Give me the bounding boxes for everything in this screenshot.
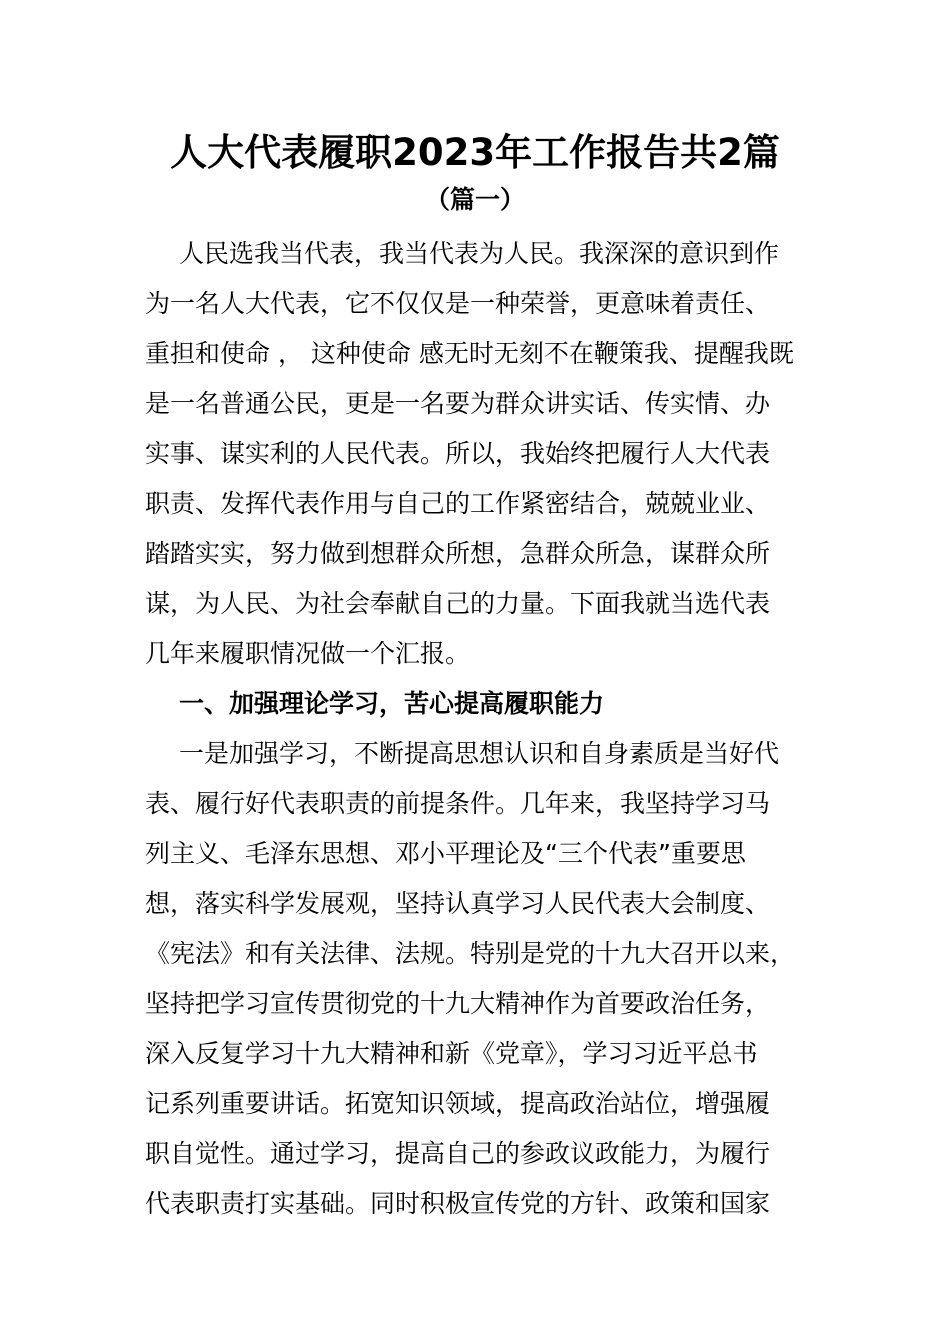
paragraph-line: 人民选我当代表，我当代表为人民。我深深的意识到作 xyxy=(179,239,780,268)
paragraph-line: 想，落实科学发展观，坚持认真学习人民代表大会制度、 xyxy=(145,889,771,918)
paragraph-line: 为一名人大代表，它不仅仅是一种荣誉，更意味着责任、 xyxy=(145,289,771,318)
paragraph-line: 几年来履职情况做一个汇报。 xyxy=(145,639,471,668)
paragraph-line: 《宪法》和有关法律、法规。特别是党的十九大召开以来， xyxy=(145,939,796,968)
section-heading: 一、加强理论学习，苦心提高履职能力 xyxy=(179,689,605,718)
document-subtitle: （篇一） xyxy=(424,185,525,214)
paragraph-line: 是一名普通公民，更是一名要为群众讲实话、传实情、办 xyxy=(145,389,771,418)
paragraph-line: 坚持把学习宣传贯彻党的十九大精神作为首要政治任务， xyxy=(145,989,771,1018)
document-title: 人大代表履职2023年工作报告共2篇 xyxy=(170,131,780,174)
paragraph-line: 表、履行好代表职责的前提条件。几年来，我坚持学习马 xyxy=(145,789,771,818)
paragraph-line: 深入反复学习十九大精神和新《党章》，学习习近平总书 xyxy=(145,1039,758,1068)
paragraph-line: 一是加强学习，不断提高思想认识和自身素质是当好代 xyxy=(179,739,780,768)
paragraph-line: 职责、发挥代表作用与自己的工作紧密结合，兢兢业业、 xyxy=(145,489,771,518)
paragraph-line: 谋，为人民、为社会奉献自己的力量。下面我就当选代表 xyxy=(145,589,771,618)
paragraph-line: 代表职责打实基础。同时积极宣传党的方针、政策和国家 xyxy=(145,1189,771,1218)
paragraph-line: 记系列重要讲话。拓宽知识领域，提高政治站位，增强履 xyxy=(145,1089,771,1118)
document-body xyxy=(145,229,805,1229)
paragraph-line: 重担和使命 ， 这种使命 感无时无刻不在鞭策我、提醒我既 xyxy=(145,339,794,368)
paragraph-line: 实事、谋实利的人民代表。所以，我始终把履行人大代表 xyxy=(145,439,771,468)
paragraph-line: 踏踏实实，努力做到想群众所想，急群众所急，谋群众所 xyxy=(145,539,771,568)
paragraph-line: 职自觉性。通过学习，提高自己的参政议政能力，为履行 xyxy=(145,1139,771,1168)
paragraph-line: 列主义、毛泽东思想、邓小平理论及“三个代表”重要思 xyxy=(145,839,746,868)
